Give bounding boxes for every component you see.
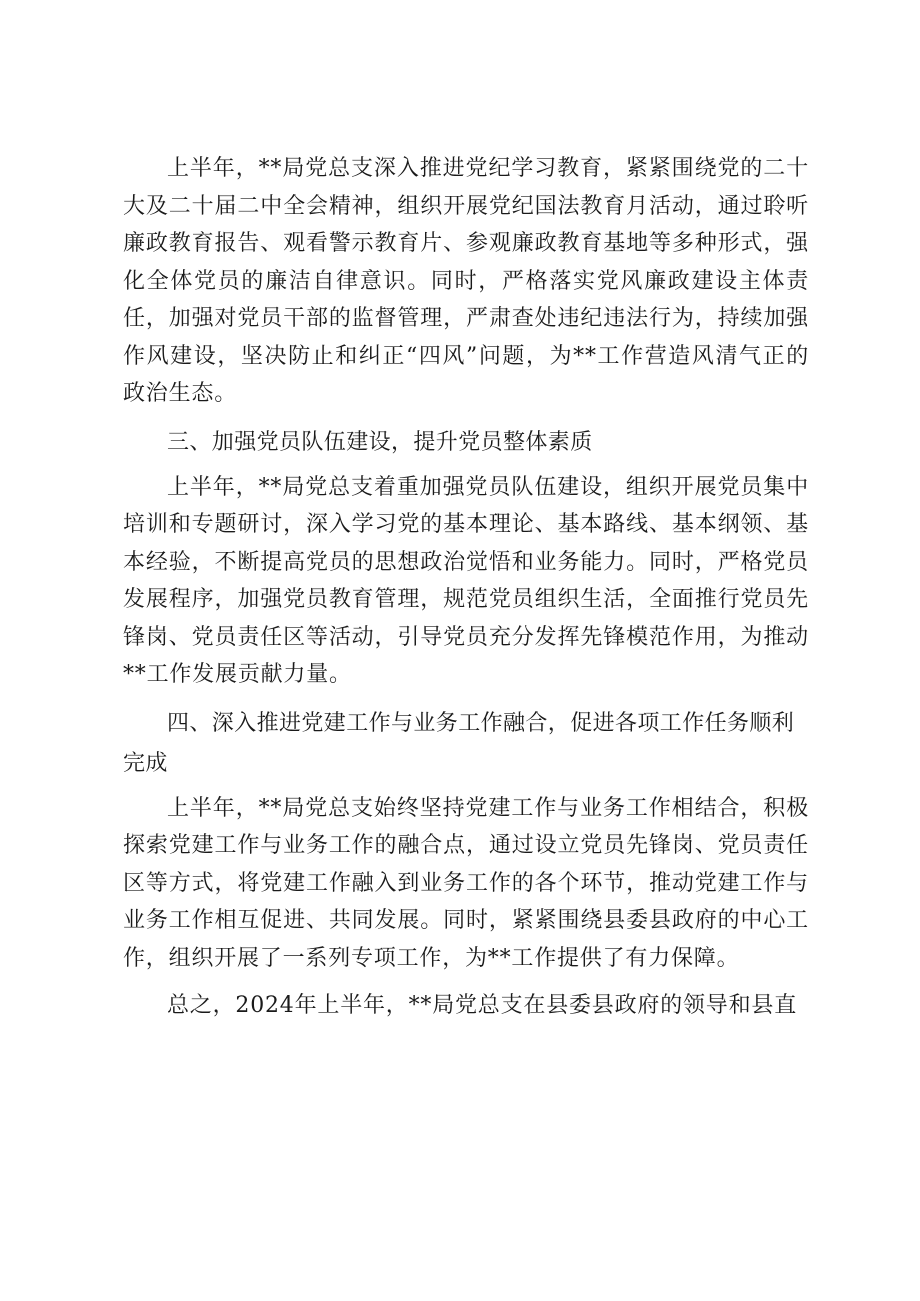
section-heading-3: 三、加强党员队伍建设，提升党员整体素质 <box>167 429 593 455</box>
body-paragraph-integration: 上半年，**局党总支始终坚持党建工作与业务工作相结合，积极探索党建工作与业务工作的融合点，通过设立党员先锋岗、党员责任区等方式，将党建工作融入到业务工作的各个环节，推动党建工作与业务工作相互促进、共同发展。同时，紧紧围绕县委县政府的中心工作，组织开展了一系列专项工作，为**工作提供了有力保障。 <box>123 795 809 971</box>
body-paragraph-discipline-education: 上半年，**局党总支深入推进党纪学习教育，紧紧围绕党的二十大及二十届二中全会精神，组织开展党纪国法教育月活动，通过聆听廉政教育报告、观看警示教育片、参观廉政教育基地等多种形式，强化全体党员的廉洁自律意识。同时，严格落实党风廉政建设主体责任，加强对党员干部的监督管理，严肃查处违纪违法行为，持续加强作风建设，坚决防止和纠正“四风”问题，为**工作营造风清气正的政治生态。 <box>123 156 809 406</box>
body-paragraph-summary: 总之，2024年上半年，**局党总支在县委县政府的领导和县直 <box>167 993 797 1018</box>
section-heading-4: 四、深入推进党建工作与业务工作融合，促进各项工作任务顺利完成 <box>123 710 795 776</box>
body-paragraph-party-team-building: 上半年，**局党总支着重加强党员队伍建设，组织开展党员集中培训和专题研讨，深入学习党的基本理论、基本路线、基本纲领、基本经验，不断提高党员的思想政治觉悟和业务能力。同时，严格党员发展程序，加强党员教育管理，规范党员组织生活，全面推行党员先锋岗、党员责任区等活动，引导党员充分发挥先锋模范作用，为推动**工作发展贡献力量。 <box>123 474 809 687</box>
document-body <box>123 150 809 1025</box>
